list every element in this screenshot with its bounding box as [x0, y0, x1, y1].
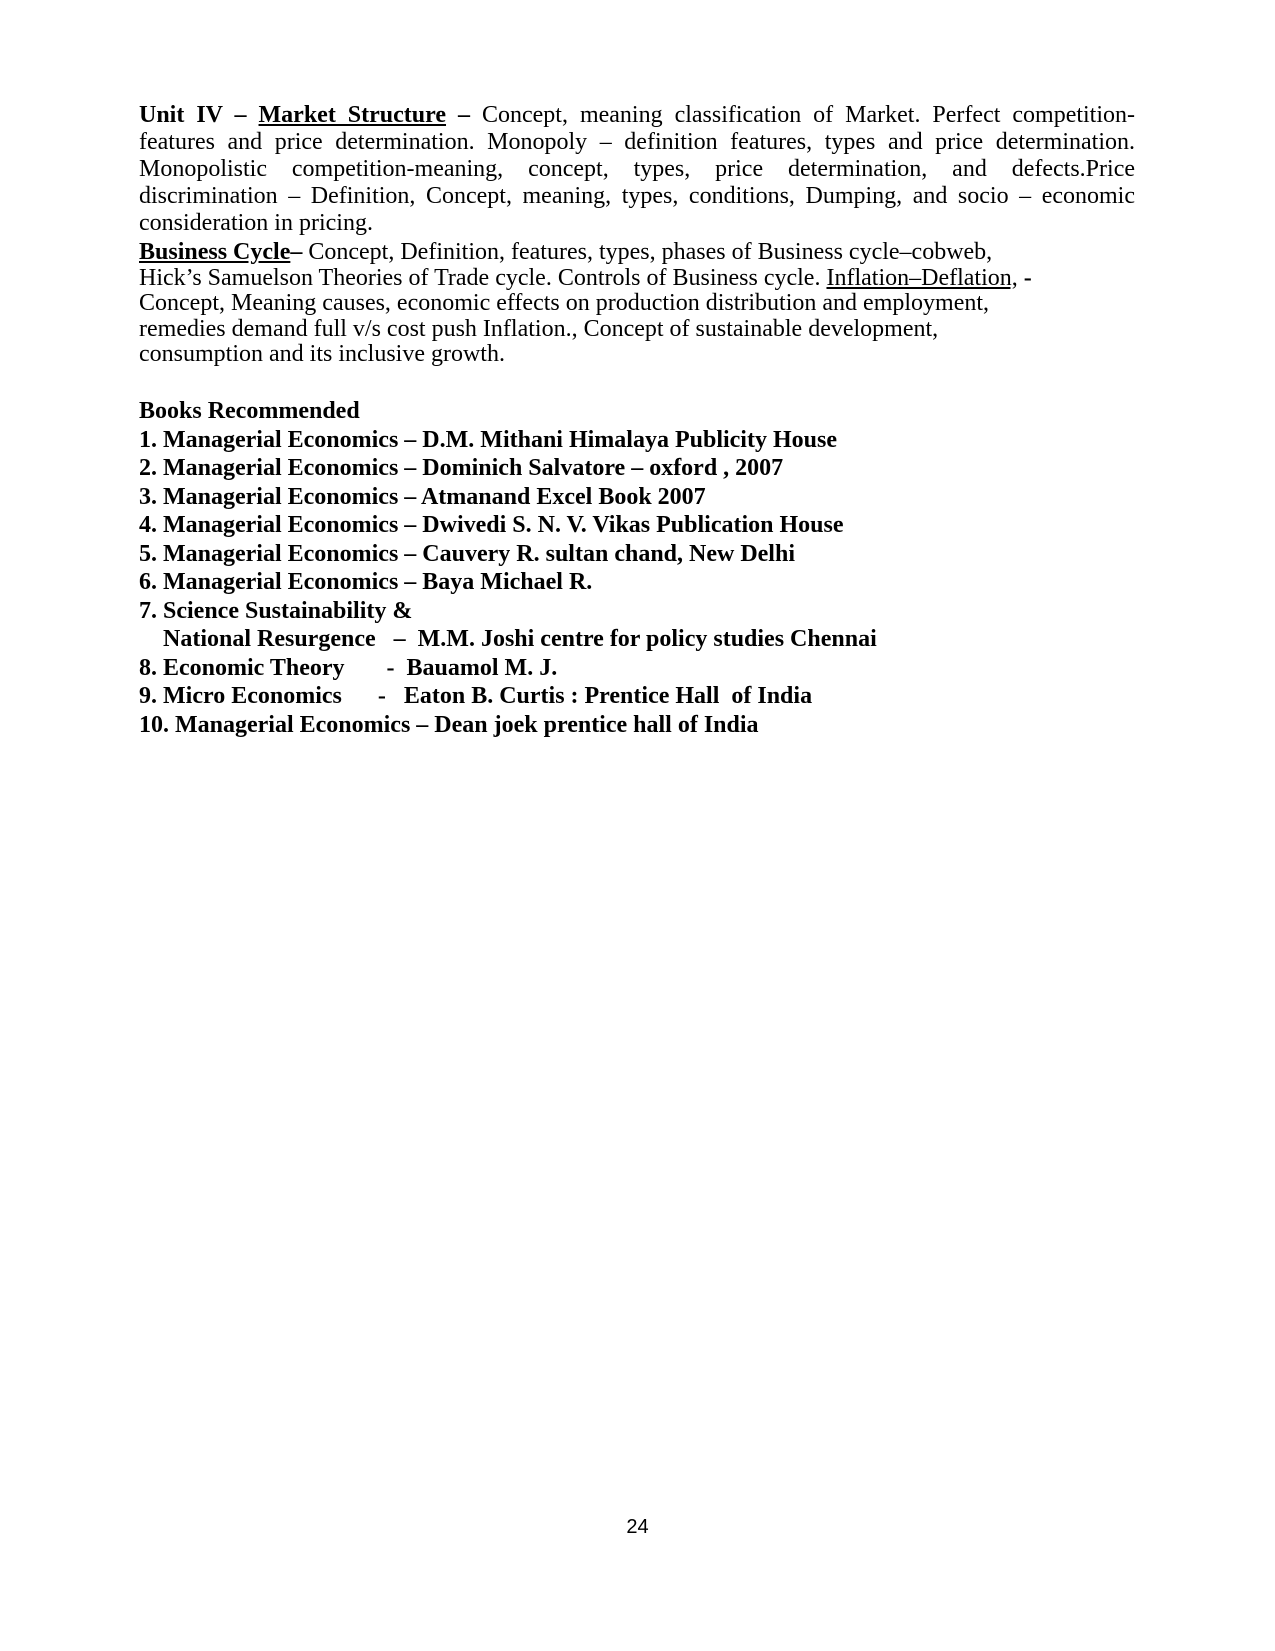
book-item: 2. Managerial Economics – Dominich Salvatore – oxford , 2007 — [139, 455, 784, 481]
business-cycle-line-3: Concept, Meaning causes, economic effects on production distribution and employment, — [139, 290, 990, 316]
unit-iv-paragraph — [139, 102, 1135, 237]
business-cycle-line-2 — [139, 266, 1135, 292]
inflation-dash: - — [1023, 264, 1032, 291]
books-recommended-section — [139, 397, 1139, 739]
business-cycle-dash: – — [290, 239, 303, 265]
book-item: 4. Managerial Economics – Dwivedi S. N. V. Vikas Publication House — [139, 512, 844, 538]
book-item: 10. Managerial Economics – Dean joek prentice hall of India — [139, 711, 759, 738]
business-cycle-heading: Business Cycle — [139, 239, 291, 265]
business-cycle-paragraph — [139, 240, 1135, 368]
market-structure-heading: Market Structure — [258, 102, 447, 128]
business-cycle-line-2-text: Hick’s Samuelson Theories of Trade cycle. Controls of Business cycle. — [139, 264, 821, 291]
book-item: 7. Science Sustainability & — [139, 597, 413, 624]
book-item: National Resurgence – M.M. Joshi centre for policy studies Chennai — [139, 626, 877, 652]
business-cycle-line-4: remedies demand full v/s cost push Inflation., Concept of sustainable development, — [139, 315, 939, 342]
book-item: 9. Micro Economics - Eaton B. Curtis : Prentice Hall of India — [139, 683, 813, 709]
business-cycle-line-1 — [139, 240, 1135, 266]
book-item: 6. Managerial Economics – Baya Michael R. — [139, 569, 593, 595]
business-cycle-line-5: consumption and its inclusive growth. — [139, 341, 505, 367]
unit-dash: – — [458, 102, 470, 128]
book-item: 3. Managerial Economics – Atmanand Excel Book 2007 — [139, 483, 706, 510]
books-recommended-heading: Books Recommended — [139, 398, 360, 424]
book-item: 1. Managerial Economics – D.M. Mithani Himalaya Publicity House — [139, 426, 837, 453]
unit-iv-text: Concept, meaning classification of Market. Perfect competition-features and price determination. Monopoly – definition features, types and price determination. Monopolistic competition-meaning, concept, types, price determination, and defects.Price discrimination – Definition, Concept, meaning, types, conditions, Dumping, and socio – economic consideration in pricing. — [139, 102, 1136, 236]
book-item: 5. Managerial Economics – Cauvery R. sultan chand, New Delhi — [139, 540, 795, 567]
unit-label: Unit IV – — [139, 102, 247, 128]
inflation-deflation-link: Inflation–Deflation, — [826, 264, 1018, 291]
page-number: 24 — [626, 1516, 649, 1538]
business-cycle-line-1-text: Concept, Definition, features, types, phases of Business cycle–cobweb, — [308, 239, 993, 265]
book-item: 8. Economic Theory - Bauamol M. J. — [139, 654, 558, 681]
